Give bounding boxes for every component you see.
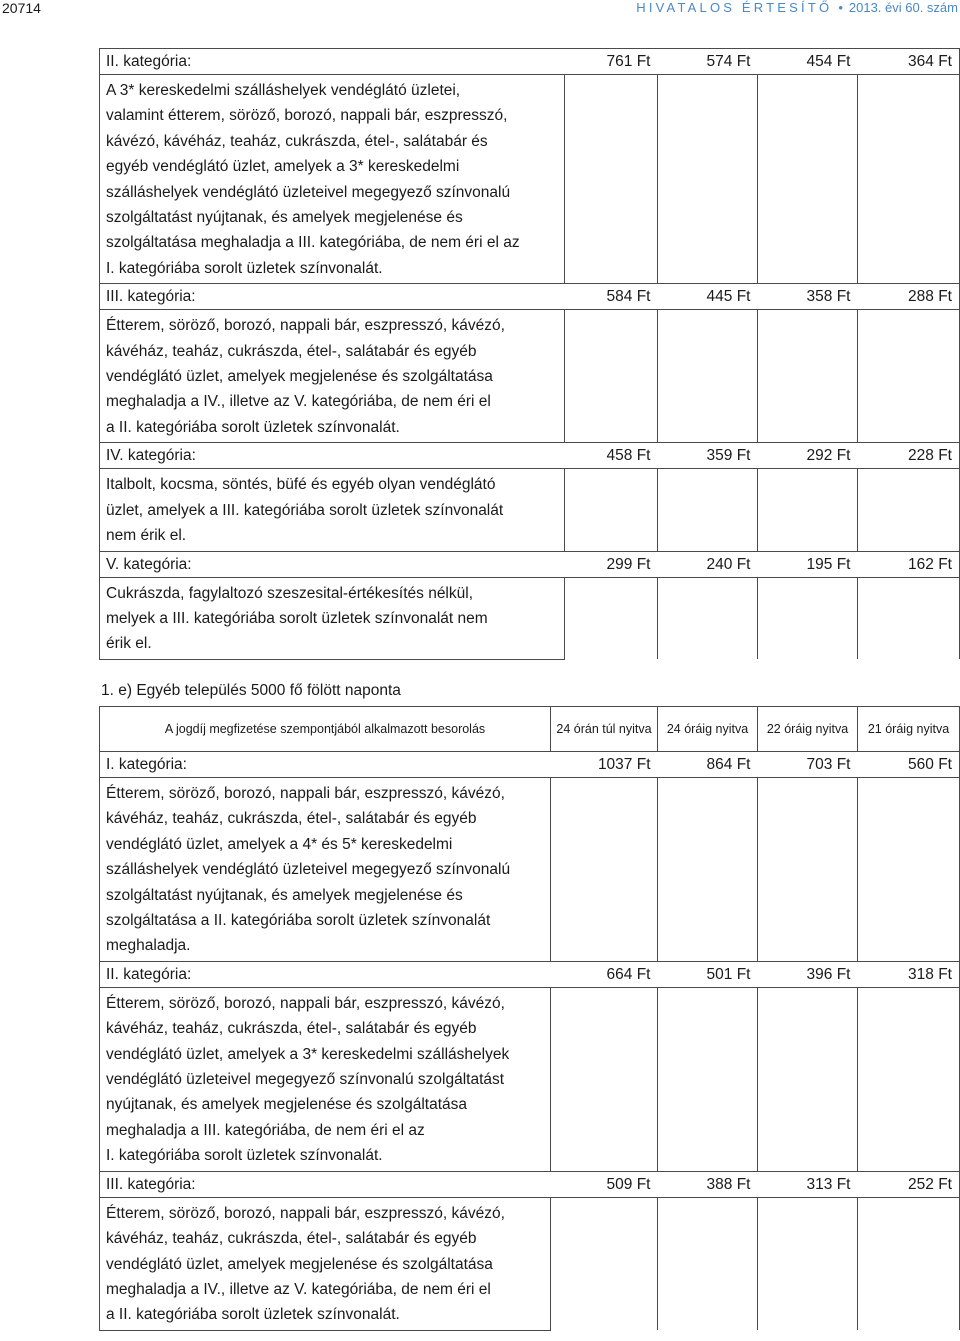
description-line: Étterem, söröző, borozó, nappali bár, eszpresszó, kávézó,: [106, 994, 505, 1012]
description-line: vendéglátó üzlet, amelyek megjelenése és szolgáltatása: [106, 368, 493, 386]
category-description: [100, 987, 551, 1171]
price-cell: 313 Ft: [758, 1171, 858, 1197]
category-row: [100, 752, 960, 778]
fee-table-body: [100, 49, 960, 660]
description-text: [106, 778, 550, 961]
empty-cell: [858, 310, 960, 443]
price-cell: 292 Ft: [758, 443, 858, 469]
bullet-separator: •: [838, 0, 843, 15]
empty-cell: [758, 75, 858, 284]
empty-cell: [858, 778, 960, 962]
description-line: szálláshelyek vendéglátó üzleteivel megegyező színvonalú: [106, 183, 511, 201]
empty-cell: [758, 778, 858, 962]
empty-cell: [858, 987, 960, 1171]
section-title: 1. e) Egyéb település 5000 fő fölött naponta: [101, 682, 401, 699]
description-line: a II. kategóriába sorolt üzletek színvonalát.: [106, 418, 400, 436]
fee-table-body: [100, 752, 960, 1331]
description-row: [100, 987, 960, 1171]
empty-cell: [758, 469, 858, 551]
price-cell: 761 Ft: [565, 49, 658, 75]
description-line: vendéglátó üzlet, amelyek a 3* kereskedelmi szálláshelyek: [106, 1045, 510, 1063]
classification-header: A jogdíj megfizetése szempontjából alkalmazott besorolás: [100, 707, 551, 752]
price-cell: 574 Ft: [658, 49, 758, 75]
price-cell: 240 Ft: [658, 551, 758, 577]
description-row: [100, 577, 960, 659]
empty-cell: [658, 987, 758, 1171]
price-cell: 458 Ft: [565, 443, 658, 469]
category-label: III. kategória:: [100, 284, 565, 310]
empty-cell: [658, 1197, 758, 1330]
price-cell: 584 Ft: [565, 284, 658, 310]
category-description: [100, 469, 565, 551]
category-description: [100, 1197, 551, 1330]
description-row: [100, 75, 960, 284]
empty-cell: [758, 577, 858, 659]
column-header-24: 24 óráig nyitva: [658, 707, 758, 752]
table-header-row: [100, 707, 960, 752]
price-cell: 359 Ft: [658, 443, 758, 469]
description-text: [106, 578, 564, 659]
description-line: üzlet, amelyek a III. kategóriába sorolt üzletek színvonalát: [106, 501, 504, 519]
price-cell: 364 Ft: [858, 49, 960, 75]
price-cell: 664 Ft: [551, 961, 658, 987]
description-text: [106, 469, 564, 550]
category-description: [100, 778, 551, 962]
description-line: nyújtanak, és amelyek megjelenése és szolgáltatása: [106, 1096, 468, 1114]
description-line: Cukrászda, fagylaltozó szeszesital-értékesítés nélkül,: [106, 584, 473, 602]
description-line: szálláshelyek vendéglátó üzleteivel megegyező színvonalú: [106, 861, 511, 879]
page-number: 20714: [2, 0, 41, 16]
category-description: [100, 75, 565, 284]
description-line: valamint étterem, söröző, borozó, nappali bár, eszpresszó,: [106, 107, 508, 125]
category-description: [100, 310, 565, 443]
empty-cell: [758, 987, 858, 1171]
description-line: meghaladja.: [106, 937, 191, 955]
category-row: [100, 443, 960, 469]
category-row: [100, 284, 960, 310]
description-line: vendéglátó üzlet, amelyek megjelenése és szolgáltatása: [106, 1255, 493, 1273]
category-label: V. kategória:: [100, 551, 565, 577]
empty-cell: [565, 577, 658, 659]
category-row: [100, 551, 960, 577]
price-cell: 288 Ft: [858, 284, 960, 310]
price-cell: 445 Ft: [658, 284, 758, 310]
empty-cell: [658, 310, 758, 443]
description-line: Étterem, söröző, borozó, nappali bár, eszpresszó, kávézó,: [106, 785, 505, 802]
description-line: kávéház, teaház, cukrászda, étel-, salátabár és egyéb: [106, 810, 477, 828]
description-line: Italbolt, kocsma, söntés, büfé és egyéb olyan vendéglátó: [106, 476, 496, 494]
publication-title: [636, 0, 958, 15]
price-cell: 864 Ft: [658, 752, 758, 778]
price-cell: 703 Ft: [758, 752, 858, 778]
description-line: melyek a III. kategóriába sorolt üzletek színvonalát nem: [106, 609, 488, 627]
description-line: I. kategóriába sorolt üzletek színvonalát.: [106, 259, 383, 277]
empty-cell: [858, 75, 960, 284]
empty-cell: [565, 75, 658, 284]
empty-cell: [758, 1197, 858, 1330]
description-line: szolgáltatást nyújtanak, és amelyek megjelenése és: [106, 209, 463, 227]
price-cell: 195 Ft: [758, 551, 858, 577]
category-label: III. kategória:: [100, 1171, 551, 1197]
description-line: érik el.: [106, 635, 152, 653]
price-cell: 454 Ft: [758, 49, 858, 75]
empty-cell: [658, 469, 758, 551]
description-line: a II. kategóriába sorolt üzletek színvonalát.: [106, 1306, 400, 1324]
empty-cell: [551, 1197, 658, 1330]
empty-cell: [551, 987, 658, 1171]
category-label: II. kategória:: [100, 49, 565, 75]
fee-table-2: [99, 706, 960, 1331]
description-line: I. kategóriába sorolt üzletek színvonalát.: [106, 1147, 383, 1165]
description-text: [106, 988, 550, 1171]
empty-cell: [565, 310, 658, 443]
category-row: [100, 49, 960, 75]
category-row: [100, 1171, 960, 1197]
price-cell: 388 Ft: [658, 1171, 758, 1197]
description-row: [100, 778, 960, 962]
description-line: egyéb vendéglátó üzlet, amelyek a 3* kereskedelmi: [106, 158, 460, 176]
empty-cell: [658, 778, 758, 962]
page-header: [0, 0, 960, 24]
price-cell: 228 Ft: [858, 443, 960, 469]
empty-cell: [758, 310, 858, 443]
price-cell: 396 Ft: [758, 961, 858, 987]
description-line: meghaladja a III. kategóriába, de nem éri el az: [106, 1121, 425, 1139]
empty-cell: [858, 1197, 960, 1330]
description-text: [106, 310, 564, 442]
description-row: [100, 1197, 960, 1330]
description-line: meghaladja a IV., illetve az V. kategóriába, de nem éri el: [106, 393, 491, 411]
price-cell: 509 Ft: [551, 1171, 658, 1197]
description-line: kávéház, teaház, cukrászda, étel-, salátabár és egyéb: [106, 342, 477, 360]
description-line: A 3* kereskedelmi szálláshelyek vendéglátó üzletei,: [106, 82, 461, 99]
empty-cell: [551, 778, 658, 962]
description-line: vendéglátó üzleteivel megegyező színvonalú szolgáltatást: [106, 1071, 505, 1089]
description-line: kávéház, teaház, cukrászda, étel-, salátabár és egyéb: [106, 1230, 477, 1248]
description-line: Étterem, söröző, borozó, nappali bár, eszpresszó, kávézó,: [106, 317, 505, 335]
price-cell: 252 Ft: [858, 1171, 960, 1197]
price-cell: 299 Ft: [565, 551, 658, 577]
description-line: meghaladja a IV., illetve az V. kategóriába, de nem éri el: [106, 1280, 491, 1298]
column-header-21: 21 óráig nyitva: [858, 707, 960, 752]
description-row: [100, 310, 960, 443]
price-cell: 358 Ft: [758, 284, 858, 310]
column-header-22: 22 óráig nyitva: [758, 707, 858, 752]
description-line: Étterem, söröző, borozó, nappali bár, eszpresszó, kávézó,: [106, 1204, 505, 1222]
category-label: IV. kategória:: [100, 443, 565, 469]
category-label: II. kategória:: [100, 961, 551, 987]
issue-label: 2013. évi 60. szám: [848, 0, 958, 15]
empty-cell: [658, 577, 758, 659]
column-header-24plus: 24 órán túl nyitva: [551, 707, 658, 752]
category-label: I. kategória:: [100, 752, 551, 778]
description-text: [106, 1198, 550, 1330]
journal-name: HIVATALOS ÉRTESÍTŐ: [636, 0, 833, 15]
price-cell: 501 Ft: [658, 961, 758, 987]
price-cell: 162 Ft: [858, 551, 960, 577]
empty-cell: [658, 75, 758, 284]
price-cell: 1037 Ft: [551, 752, 658, 778]
category-row: [100, 961, 960, 987]
empty-cell: [858, 577, 960, 659]
description-line: szolgáltatást nyújtanak, és amelyek megjelenése és: [106, 886, 463, 904]
empty-cell: [565, 469, 658, 551]
description-line: kávéház, teaház, cukrászda, étel-, salátabár és egyéb: [106, 1020, 477, 1038]
description-line: szolgáltatása meghaladja a III. kategóriába, de nem éri el az: [106, 234, 520, 252]
description-line: szolgáltatása a II. kategóriába sorolt üzletek színvonalát: [106, 912, 491, 930]
empty-cell: [858, 469, 960, 551]
description-line: kávézó, kávéház, teaház, cukrászda, étel-, salátabár és: [106, 132, 488, 150]
description-line: nem érik el.: [106, 527, 187, 545]
fee-table-1: [99, 48, 960, 660]
description-row: [100, 469, 960, 551]
price-cell: 318 Ft: [858, 961, 960, 987]
category-description: [100, 577, 565, 659]
description-text: [106, 75, 564, 283]
description-line: vendéglátó üzlet, amelyek a 4* és 5* kereskedelmi: [106, 835, 453, 853]
price-cell: 560 Ft: [858, 752, 960, 778]
